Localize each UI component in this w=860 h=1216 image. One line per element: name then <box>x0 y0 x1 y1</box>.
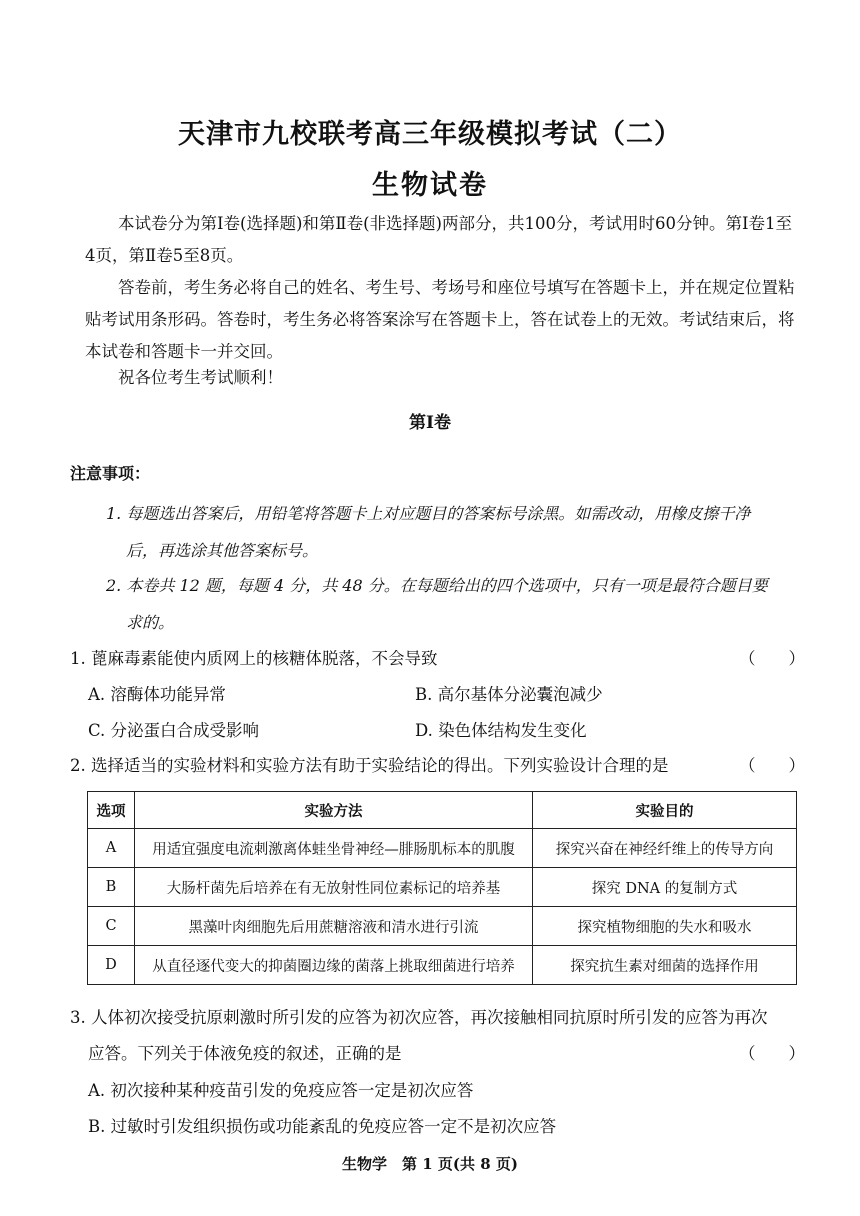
answer-blank-1: （ ） <box>739 649 805 668</box>
row-b-purpose: 探究 DNA 的复制方式 <box>533 868 797 907</box>
q1-option-b: B. 高尔基体分泌囊泡减少 <box>415 685 603 704</box>
row-c-method: 黑藻叶肉细胞先后用蔗糖溶液和清水进行引流 <box>135 907 533 946</box>
exam-subtitle: 生物试卷 <box>372 170 488 201</box>
row-c-purpose: 探究植物细胞的失水和吸水 <box>533 907 797 946</box>
question-3-line-1: 3. 人体初次接受抗原刺激时所引发的应答为初次应答，再次接触相同抗原时所引发的应答为再次 <box>70 1008 768 1027</box>
notice-1-line-1: 1. 每题选出答案后，用铅笔将答题卡上对应题目的答案标号涂黑。如需改动，用橡皮擦干净 <box>106 504 751 523</box>
table-row <box>88 907 797 946</box>
row-a-method: 用适宜强度电流刺激离体蛙坐骨神经—腓肠肌标本的肌腹 <box>135 829 533 868</box>
intro-paragraph-2: 答卷前，考生务必将自己的姓名、考生号、考场号和座位号填写在答题卡上，并在规定位置粘贴考试用条形码。答卷时，考生务必将答案涂写在答题卡上，答在试卷上的无效。考试结束后，将本试卷和答题卡一并交回。 <box>85 278 795 361</box>
question-2 <box>70 752 805 776</box>
header-option: 选项 <box>88 792 135 829</box>
page-footer: 生物学 第 1 页(共 8 页) <box>342 1155 518 1173</box>
table-row <box>88 868 797 907</box>
experiment-table <box>87 791 797 985</box>
exam-title: 天津市九校联考高三年级模拟考试（二） <box>178 119 682 150</box>
question-3-stem-cont: 应答。下列关于体液免疫的叙述，正确的是 <box>88 1044 402 1063</box>
answer-blank-2: （ ） <box>739 756 805 775</box>
intro-paragraph-1: 本试卷分为第Ⅰ卷(选择题)和第Ⅱ卷(非选择题)两部分，共100分，考试用时60分钟。第Ⅰ卷1至4页，第Ⅱ卷5至8页。 <box>85 214 792 265</box>
notice-item-2 <box>106 567 806 641</box>
q1-option-c: C. 分泌蛋白合成受影响 <box>88 721 260 740</box>
q3-option-a: A. 初次接种某种疫苗引发的免疫应答一定是初次应答 <box>88 1081 474 1100</box>
notice-item-1 <box>106 495 806 569</box>
row-b-label: B <box>88 868 135 907</box>
table-row <box>88 946 797 985</box>
row-a-label: A <box>88 829 135 868</box>
q1-option-a: A. 溶酶体功能异常 <box>88 685 226 704</box>
table-header-row <box>88 792 797 829</box>
section-title: 第Ⅰ卷 <box>409 413 451 433</box>
notice-2-line-2: 求的。 <box>126 613 175 632</box>
intro-paragraph-3: 祝各位考生考试顺利！ <box>118 368 283 387</box>
row-d-method: 从直径逐代变大的抑菌圈边缘的菌落上挑取细菌进行培养 <box>135 946 533 985</box>
row-d-label: D <box>88 946 135 985</box>
answer-blank-3: （ ） <box>739 1044 805 1063</box>
q1-option-d: D. 染色体结构发生变化 <box>415 721 587 740</box>
question-1 <box>70 645 805 669</box>
table-row <box>88 829 797 868</box>
row-a-purpose: 探究兴奋在神经纤维上的传导方向 <box>533 829 797 868</box>
notice-1-line-2: 后，再选涂其他答案标号。 <box>126 541 319 560</box>
question-1-stem: 1. 蓖麻毒素能使内质网上的核糖体脱落，不会导致 <box>70 649 438 668</box>
q3-option-b: B. 过敏时引发组织损伤或功能紊乱的免疫应答一定不是初次应答 <box>88 1117 557 1136</box>
question-2-stem: 2. 选择适当的实验材料和实验方法有助于实验结论的得出。下列实验设计合理的是 <box>70 756 669 775</box>
question-3-line-2 <box>70 1040 805 1064</box>
notice-heading: 注意事项： <box>70 464 151 483</box>
header-method: 实验方法 <box>135 792 533 829</box>
row-b-method: 大肠杆菌先后培养在有无放射性同位素标记的培养基 <box>135 868 533 907</box>
notice-2-line-1: 2. 本卷共 12 题，每题 4 分，共 48 分。在每题给出的四个选项中，只有一项是最符合题目要 <box>106 576 768 595</box>
row-d-purpose: 探究抗生素对细菌的选择作用 <box>533 946 797 985</box>
header-purpose: 实验目的 <box>533 792 797 829</box>
row-c-label: C <box>88 907 135 946</box>
